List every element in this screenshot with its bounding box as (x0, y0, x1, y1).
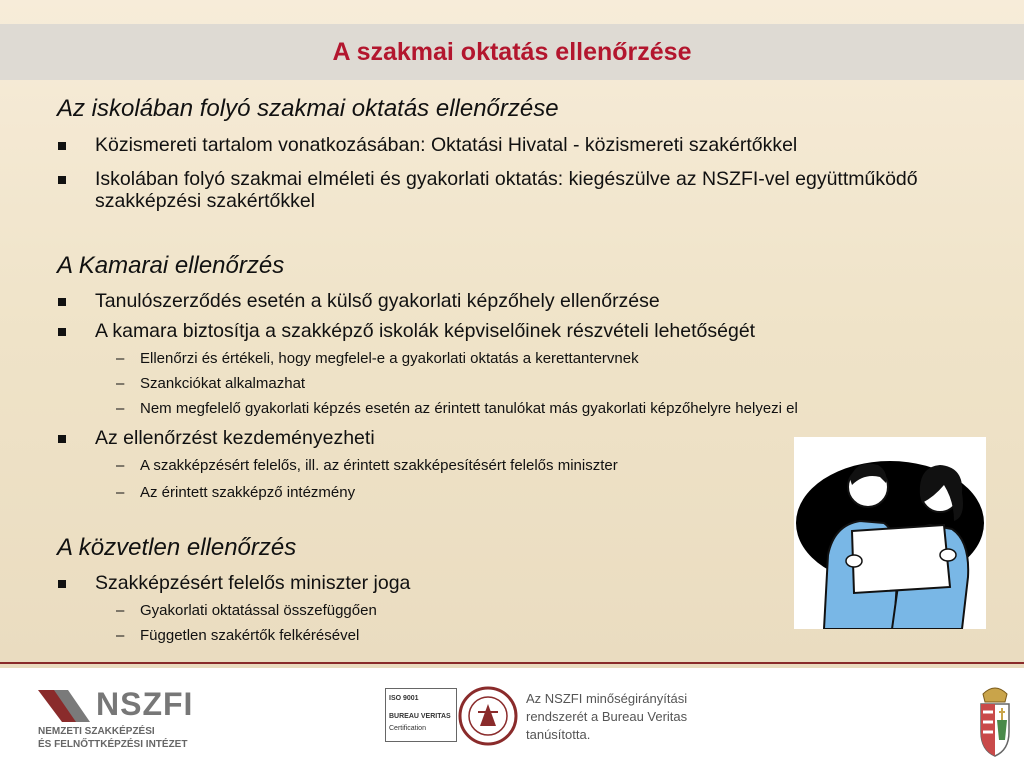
sub-bullet-item: A szakképzésért felelős, ill. az érintett szakképesítésért felelős miniszter (140, 457, 618, 474)
bullet-marker-icon (58, 176, 66, 184)
bullet-item: Iskolában folyó szakmai elméleti és gyakorlati oktatás: kiegészülve az NSZFI-vel együttműködő szakképzési szakértőkkel (95, 168, 918, 212)
sub-bullet-item: Gyakorlati oktatással összefüggően (140, 602, 377, 619)
bullet-item: Szakképzésért felelős miniszter joga (95, 572, 411, 594)
two-people-holding-document-icon (794, 437, 986, 629)
sub-bullet-marker: – (116, 400, 125, 417)
bullet-item: Tanulószerződés esetén a külső gyakorlati képzőhely ellenőrzése (95, 290, 660, 312)
footer-divider (0, 662, 1024, 664)
bullet-item: Közismereti tartalom vonatkozásában: Oktatási Hivatal - közismereti szakértőkkel (95, 134, 798, 156)
sub-bullet-item: Ellenőrzi és értékeli, hogy megfelel-e a gyakorlati oktatás a kerettantervnek (140, 350, 639, 367)
bureau-veritas-seal-icon (458, 686, 518, 746)
certification-note-line: tanúsította. (526, 727, 591, 742)
certification-note-line: rendszerét a Bureau Veritas (526, 709, 688, 724)
certification-note (526, 690, 716, 744)
sub-bullet-marker: – (116, 375, 125, 392)
sub-bullet-item: Szankciókat alkalmazhat (140, 375, 306, 392)
hungarian-coat-of-arms-icon (975, 680, 1015, 760)
sub-bullet-item: Az érintett szakképző intézmény (140, 484, 356, 501)
nszfi-name-line-2: ÉS FELNŐTTKÉPZÉSI INTÉZET (38, 739, 188, 750)
nszfi-logo-mark-icon (36, 686, 92, 726)
bullet-marker-icon (58, 435, 66, 443)
section-heading: A Kamarai ellenőrzés (57, 252, 285, 279)
bullet-marker-icon (58, 580, 66, 588)
nszfi-logo (36, 686, 194, 750)
certification-note-line: Az NSZFI minőségirányítási (526, 691, 688, 706)
sub-bullet-marker: – (116, 350, 125, 367)
bullet-marker-icon (58, 298, 66, 306)
section-heading: A közvetlen ellenőrzés (57, 534, 297, 561)
iso-label: ISO 9001 (389, 695, 419, 702)
bullet-item: Az ellenőrzést kezdeményezheti (95, 427, 375, 449)
sub-bullet-item: Független szakértők felkérésével (140, 627, 360, 644)
sub-bullet-marker: – (116, 627, 125, 644)
sub-bullet-marker: – (116, 457, 125, 474)
section-heading: Az iskolában folyó szakmai oktatás ellenőrzése (57, 95, 559, 122)
certification-label: Certification (389, 725, 426, 732)
bullet-marker-icon (58, 142, 66, 150)
sub-bullet-marker: – (116, 484, 125, 501)
sub-bullet-marker: – (116, 602, 125, 619)
iso-certification-badge (385, 688, 457, 742)
slide-title: A szakmai oktatás ellenőrzése (332, 38, 692, 66)
bureau-veritas-label: BUREAU VERITAS (389, 713, 451, 720)
sub-bullet-item: Nem megfelelő gyakorlati képzés esetén az érintett tanulókat más gyakorlati képzőhelyre helyezi el (140, 400, 798, 417)
nszfi-wordmark: NSZFI (96, 686, 194, 722)
bullet-item: A kamara biztosítja a szakképző iskolák képviselőinek részvételi lehetőségét (95, 320, 756, 342)
bullet-marker-icon (58, 328, 66, 336)
nszfi-name-line-1: NEMZETI SZAKKÉPZÉSI (38, 726, 155, 737)
